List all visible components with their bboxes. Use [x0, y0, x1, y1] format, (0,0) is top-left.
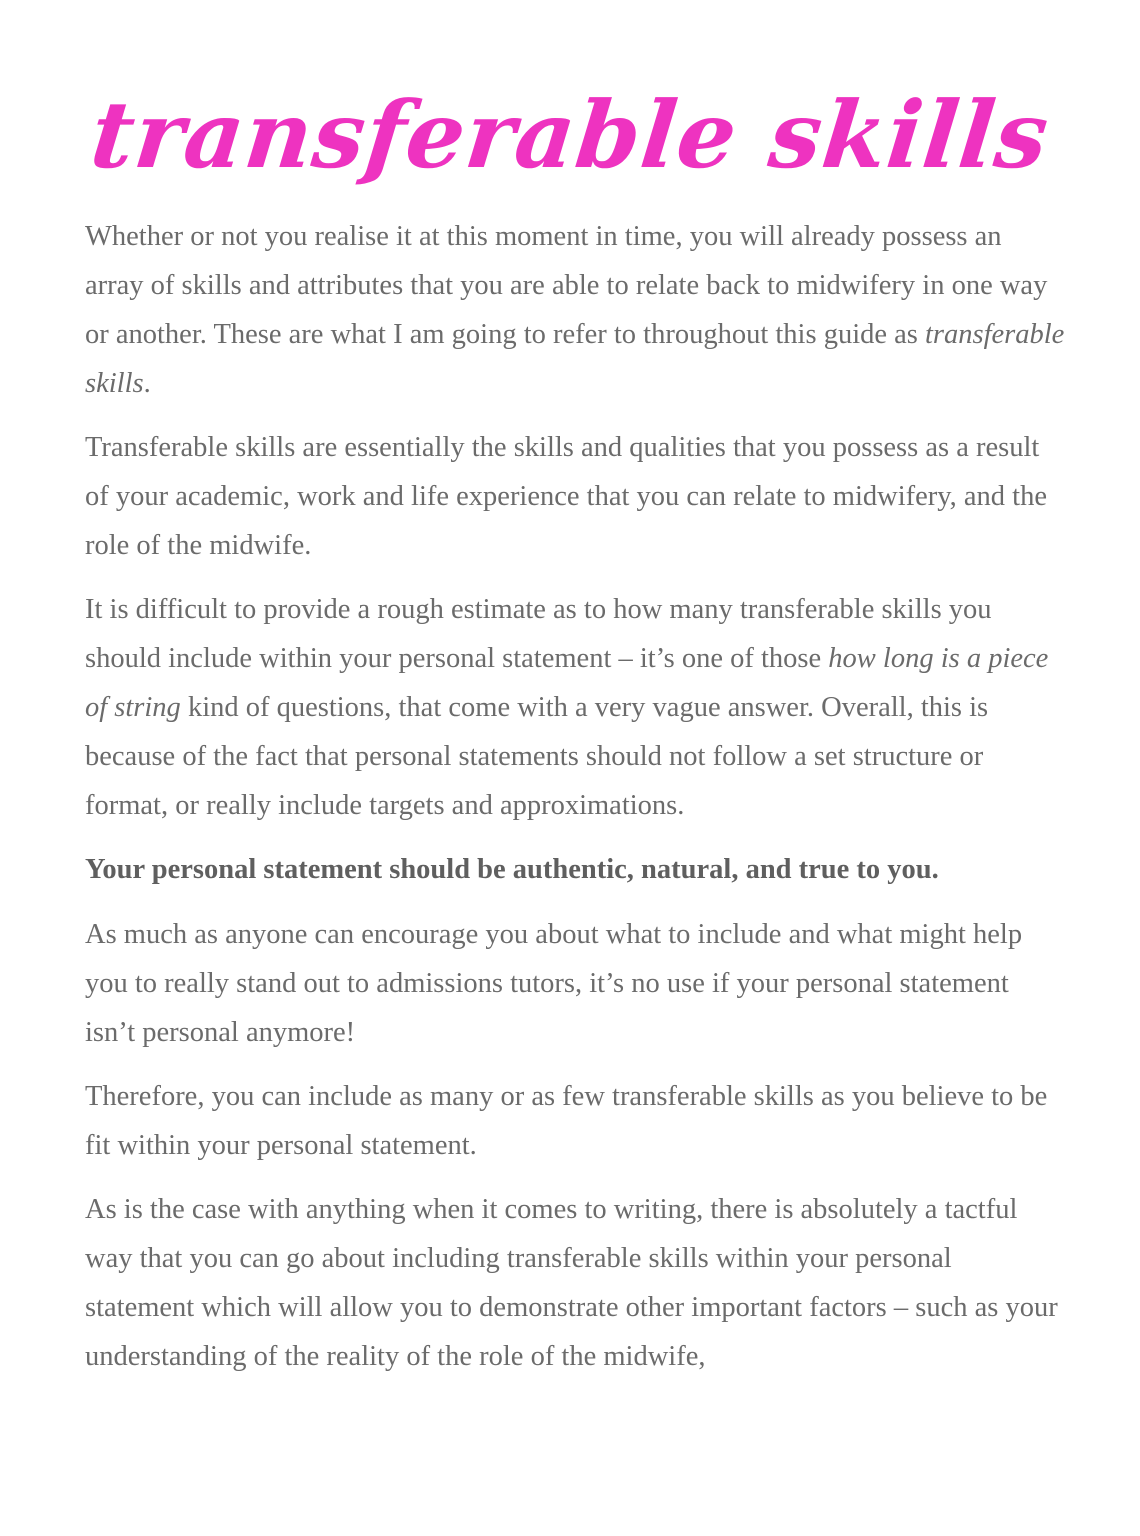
- paragraph-intro-text: Whether or not you realise it at this moment in time, you will already possess an array of skills and attributes that you are able to relate back to midwifery in one way or another. These are what I am going to refer to throughout this guide as: [85, 221, 1048, 350]
- paragraph-intro-italic: transferable skills: [85, 319, 1065, 399]
- paragraph-estimate-text-1: It is difficult to provide a rough estimate as to how many transferable skills you should include within your personal statement – it’s one of those: [85, 594, 992, 674]
- paragraph-intro: [85, 212, 1065, 408]
- paragraph-emphasis: Your personal statement should be authentic, natural, and true to you.: [85, 854, 939, 885]
- paragraph-intro-end: .: [143, 368, 151, 399]
- paragraph-therefore: Therefore, you can include as many or as few transferable skills as you believe to be fit within your personal statement.: [85, 1081, 1048, 1161]
- paragraph-tactful: As is the case with anything when it comes to writing, there is absolutely a tactful way that you can go about including transferable skills within your personal statement which will allow you to demonstrate other important factors – such as your understanding of the reality of the role of the midwife,: [85, 1194, 1058, 1372]
- paragraph-definition: Transferable skills are essentially the skills and qualities that you possess as a result of your academic, work and life experience that you can relate to midwifery, and the role of the midwife.: [85, 432, 1047, 561]
- paragraph-estimate-italic: how long is a piece of string: [85, 643, 1049, 723]
- paragraph-encourage: As much as anyone can encourage you about what to include and what might help you to really stand out to admissions tutors, it’s no use if your personal statement isn’t personal anymore!: [85, 919, 1023, 1048]
- body-content: [85, 212, 1065, 1396]
- page-title: transferable skills: [86, 81, 1054, 189]
- paragraph-estimate-text-2: kind of questions, that come with a very vague answer. Overall, this is because of the fact that personal statements should not follow a set structure or format, or really include targets and approximations.: [85, 692, 989, 821]
- paragraph-estimate: [85, 585, 1065, 830]
